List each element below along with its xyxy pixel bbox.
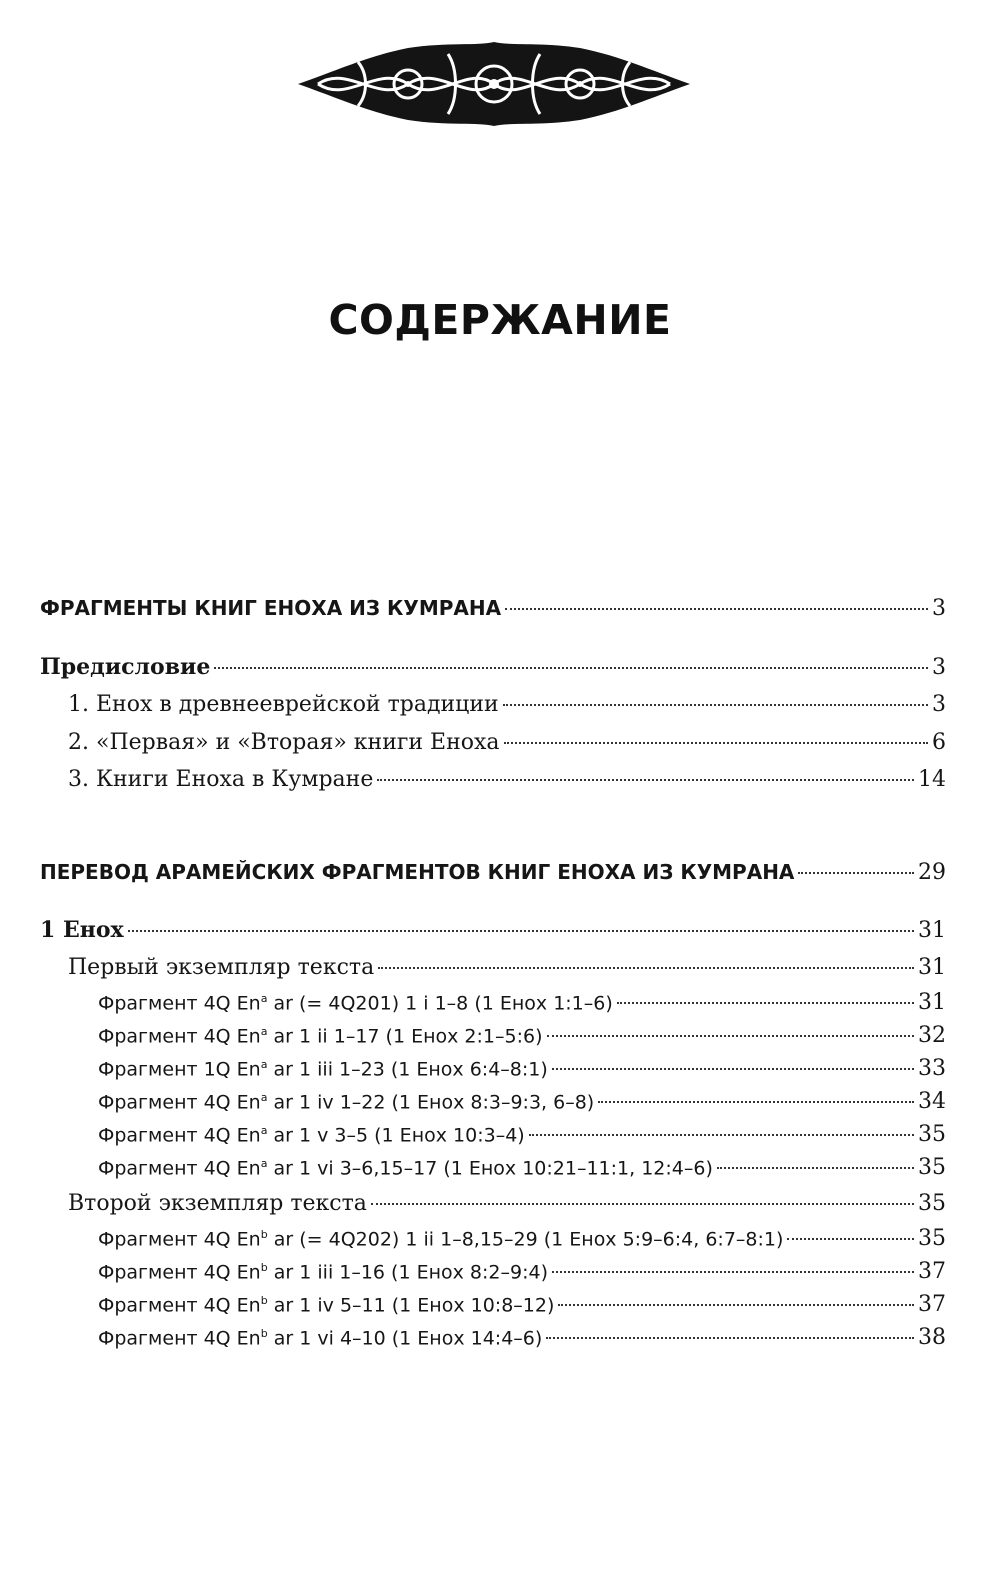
manuscript-superscript: a [260,1024,268,1038]
manuscript-superscript: b [260,1260,268,1274]
toc-entry-title [98,1058,548,1080]
manuscript-superscript: a [260,1156,268,1170]
toc-entry-title [98,1327,542,1349]
toc-page-number: 37 [918,1292,946,1317]
toc-page-number: 33 [918,1056,946,1081]
toc-entry-title-text: ar (= 4Q202) 1 ii 1–8,15–29 (1 Енох 5:9–6:4, 6:7–8:1) [267,1228,784,1250]
toc-entry-title-text: Фрагмент 4Q En [98,1124,261,1146]
toc-entry-title: Первый экземпляр текста [68,955,375,980]
toc-page-number: 37 [918,1259,946,1284]
toc-entry-title [98,1091,594,1113]
toc-page-number: 35 [918,1155,946,1180]
toc-entry-title [98,1228,783,1250]
dot-leader [377,779,914,781]
toc-entry[interactable] [98,1089,946,1114]
manuscript-superscript: b [260,1227,268,1241]
toc-entry-title-text: Фрагмент 1Q En [98,1058,261,1080]
toc-entry[interactable] [68,692,946,717]
toc-entry-title-text: Фрагмент 4Q En [98,1157,261,1179]
dot-leader [504,742,928,744]
toc-page-number: 6 [932,730,946,755]
toc-entry-title-text: ar 1 vi 4–10 (1 Енох 14:4–6) [267,1327,543,1349]
dot-leader [546,1337,914,1339]
toc-page-number: 3 [932,596,946,621]
dot-leader [378,967,914,969]
toc-entry-title-text: Фрагмент 4Q En [98,1025,261,1047]
toc-entry[interactable] [98,1292,946,1317]
toc-entry[interactable] [98,1259,946,1284]
manuscript-superscript: b [260,1293,268,1307]
toc-entry-title: 2. «Первая» и «Вторая» книги Еноха [68,730,500,755]
toc-entry[interactable] [68,1191,946,1216]
dot-leader [552,1271,914,1273]
toc-entry-title: ФРАГМЕНТЫ КНИГ ЕНОХА ИЗ КУМРАНА [40,596,502,620]
toc-entry[interactable] [68,767,946,792]
dot-leader [547,1035,915,1037]
toc-page-number: 32 [918,1023,946,1048]
dot-leader [558,1304,914,1306]
toc-entry-title: Предисловие [40,654,211,680]
toc-page-number: 35 [918,1191,946,1216]
dot-leader [717,1167,914,1169]
toc-entry-title-text: ar 1 v 3–5 (1 Енох 10:3–4) [267,1124,525,1146]
toc-entry[interactable] [98,1023,946,1048]
toc-page-number: 31 [918,990,946,1015]
toc-entry-title: Второй экземпляр текста [68,1191,367,1216]
toc-page-number: 31 [918,955,946,980]
toc-entry-title-text: Фрагмент 4Q En [98,1228,261,1250]
toc-page-number: 38 [918,1325,946,1350]
toc-entry[interactable] [98,990,946,1015]
celtic-knot-ornament-icon [298,34,690,134]
dot-leader [598,1101,914,1103]
dot-leader [128,930,914,932]
toc-entry-title-text: Фрагмент 4Q En [98,1294,261,1316]
toc-entry-title: 3. Книги Еноха в Кумране [68,767,374,792]
toc-entry-title [98,1294,554,1316]
toc-entry[interactable] [98,1325,946,1350]
toc-entry-title-text: ar 1 iii 1–16 (1 Енох 8:2–9:4) [267,1261,549,1283]
toc-entry[interactable] [98,1122,946,1147]
toc-entry-title [98,1025,543,1047]
toc-entry[interactable] [40,596,946,621]
toc-entry-title-text: Фрагмент 4Q En [98,1091,261,1113]
toc-entry[interactable] [98,1155,946,1180]
toc-entry[interactable] [98,1056,946,1081]
toc-entry-title [98,1124,525,1146]
toc-entry-title: ПЕРЕВОД АРАМЕЙСКИХ ФРАГМЕНТОВ КНИГ ЕНОХА ИЗ КУМРАНА [40,860,795,884]
toc-entry[interactable] [68,955,946,980]
toc-page-number: 3 [932,655,946,680]
dot-leader [617,1002,914,1004]
manuscript-superscript: a [260,991,268,1005]
dot-leader [503,704,928,706]
toc-entry[interactable] [40,917,946,943]
toc-entry-title-text: ar 1 ii 1–17 (1 Енох 2:1–5:6) [267,1025,543,1047]
dot-leader [371,1203,914,1205]
toc-entry-title: 1 Енох [40,917,124,943]
toc-page-number: 34 [918,1089,946,1114]
toc-entry-title-text: ar 1 iv 5–11 (1 Енох 10:8–12) [267,1294,555,1316]
page-title: СОДЕРЖАНИЕ [328,296,672,344]
toc-page-number: 35 [918,1122,946,1147]
dot-leader [787,1238,914,1240]
dot-leader [552,1068,914,1070]
manuscript-superscript: a [260,1123,268,1137]
toc-entry-title [98,1157,713,1179]
manuscript-superscript: b [260,1326,268,1340]
toc-entry-title-text: Фрагмент 4Q En [98,1261,261,1283]
toc-entry-title: 1. Енох в древнееврейской традиции [68,692,499,717]
toc-entry-title [98,992,613,1014]
manuscript-superscript: a [260,1057,268,1071]
toc-entry[interactable] [98,1226,946,1251]
toc-entry-title-text: ar 1 iii 1–23 (1 Енох 6:4–8:1) [267,1058,548,1080]
toc-entry-title-text: ar (= 4Q201) 1 i 1–8 (1 Енох 1:1–6) [267,992,613,1014]
toc-page-number: 35 [918,1226,946,1251]
toc-entry[interactable] [68,730,946,755]
toc-entry[interactable] [40,860,946,885]
toc-entry-title-text: ar 1 vi 3–6,15–17 (1 Енох 10:21–11:1, 12:4–6) [267,1157,713,1179]
toc-entry-title-text: ar 1 iv 1–22 (1 Енох 8:3–9:3, 6–8) [267,1091,595,1113]
toc-entry[interactable] [40,654,946,680]
toc-page-number: 29 [918,860,946,885]
toc-page-number: 3 [932,692,946,717]
manuscript-superscript: a [260,1090,268,1104]
toc-entry-title-text: Фрагмент 4Q En [98,1327,261,1349]
dot-leader [505,608,928,610]
toc-page-number: 14 [918,767,946,792]
toc-entry-title [98,1261,548,1283]
toc-entry-title-text: Фрагмент 4Q En [98,992,261,1014]
dot-leader [798,872,914,874]
toc-page-number: 31 [918,918,946,943]
dot-leader [529,1134,914,1136]
dot-leader [214,667,928,669]
